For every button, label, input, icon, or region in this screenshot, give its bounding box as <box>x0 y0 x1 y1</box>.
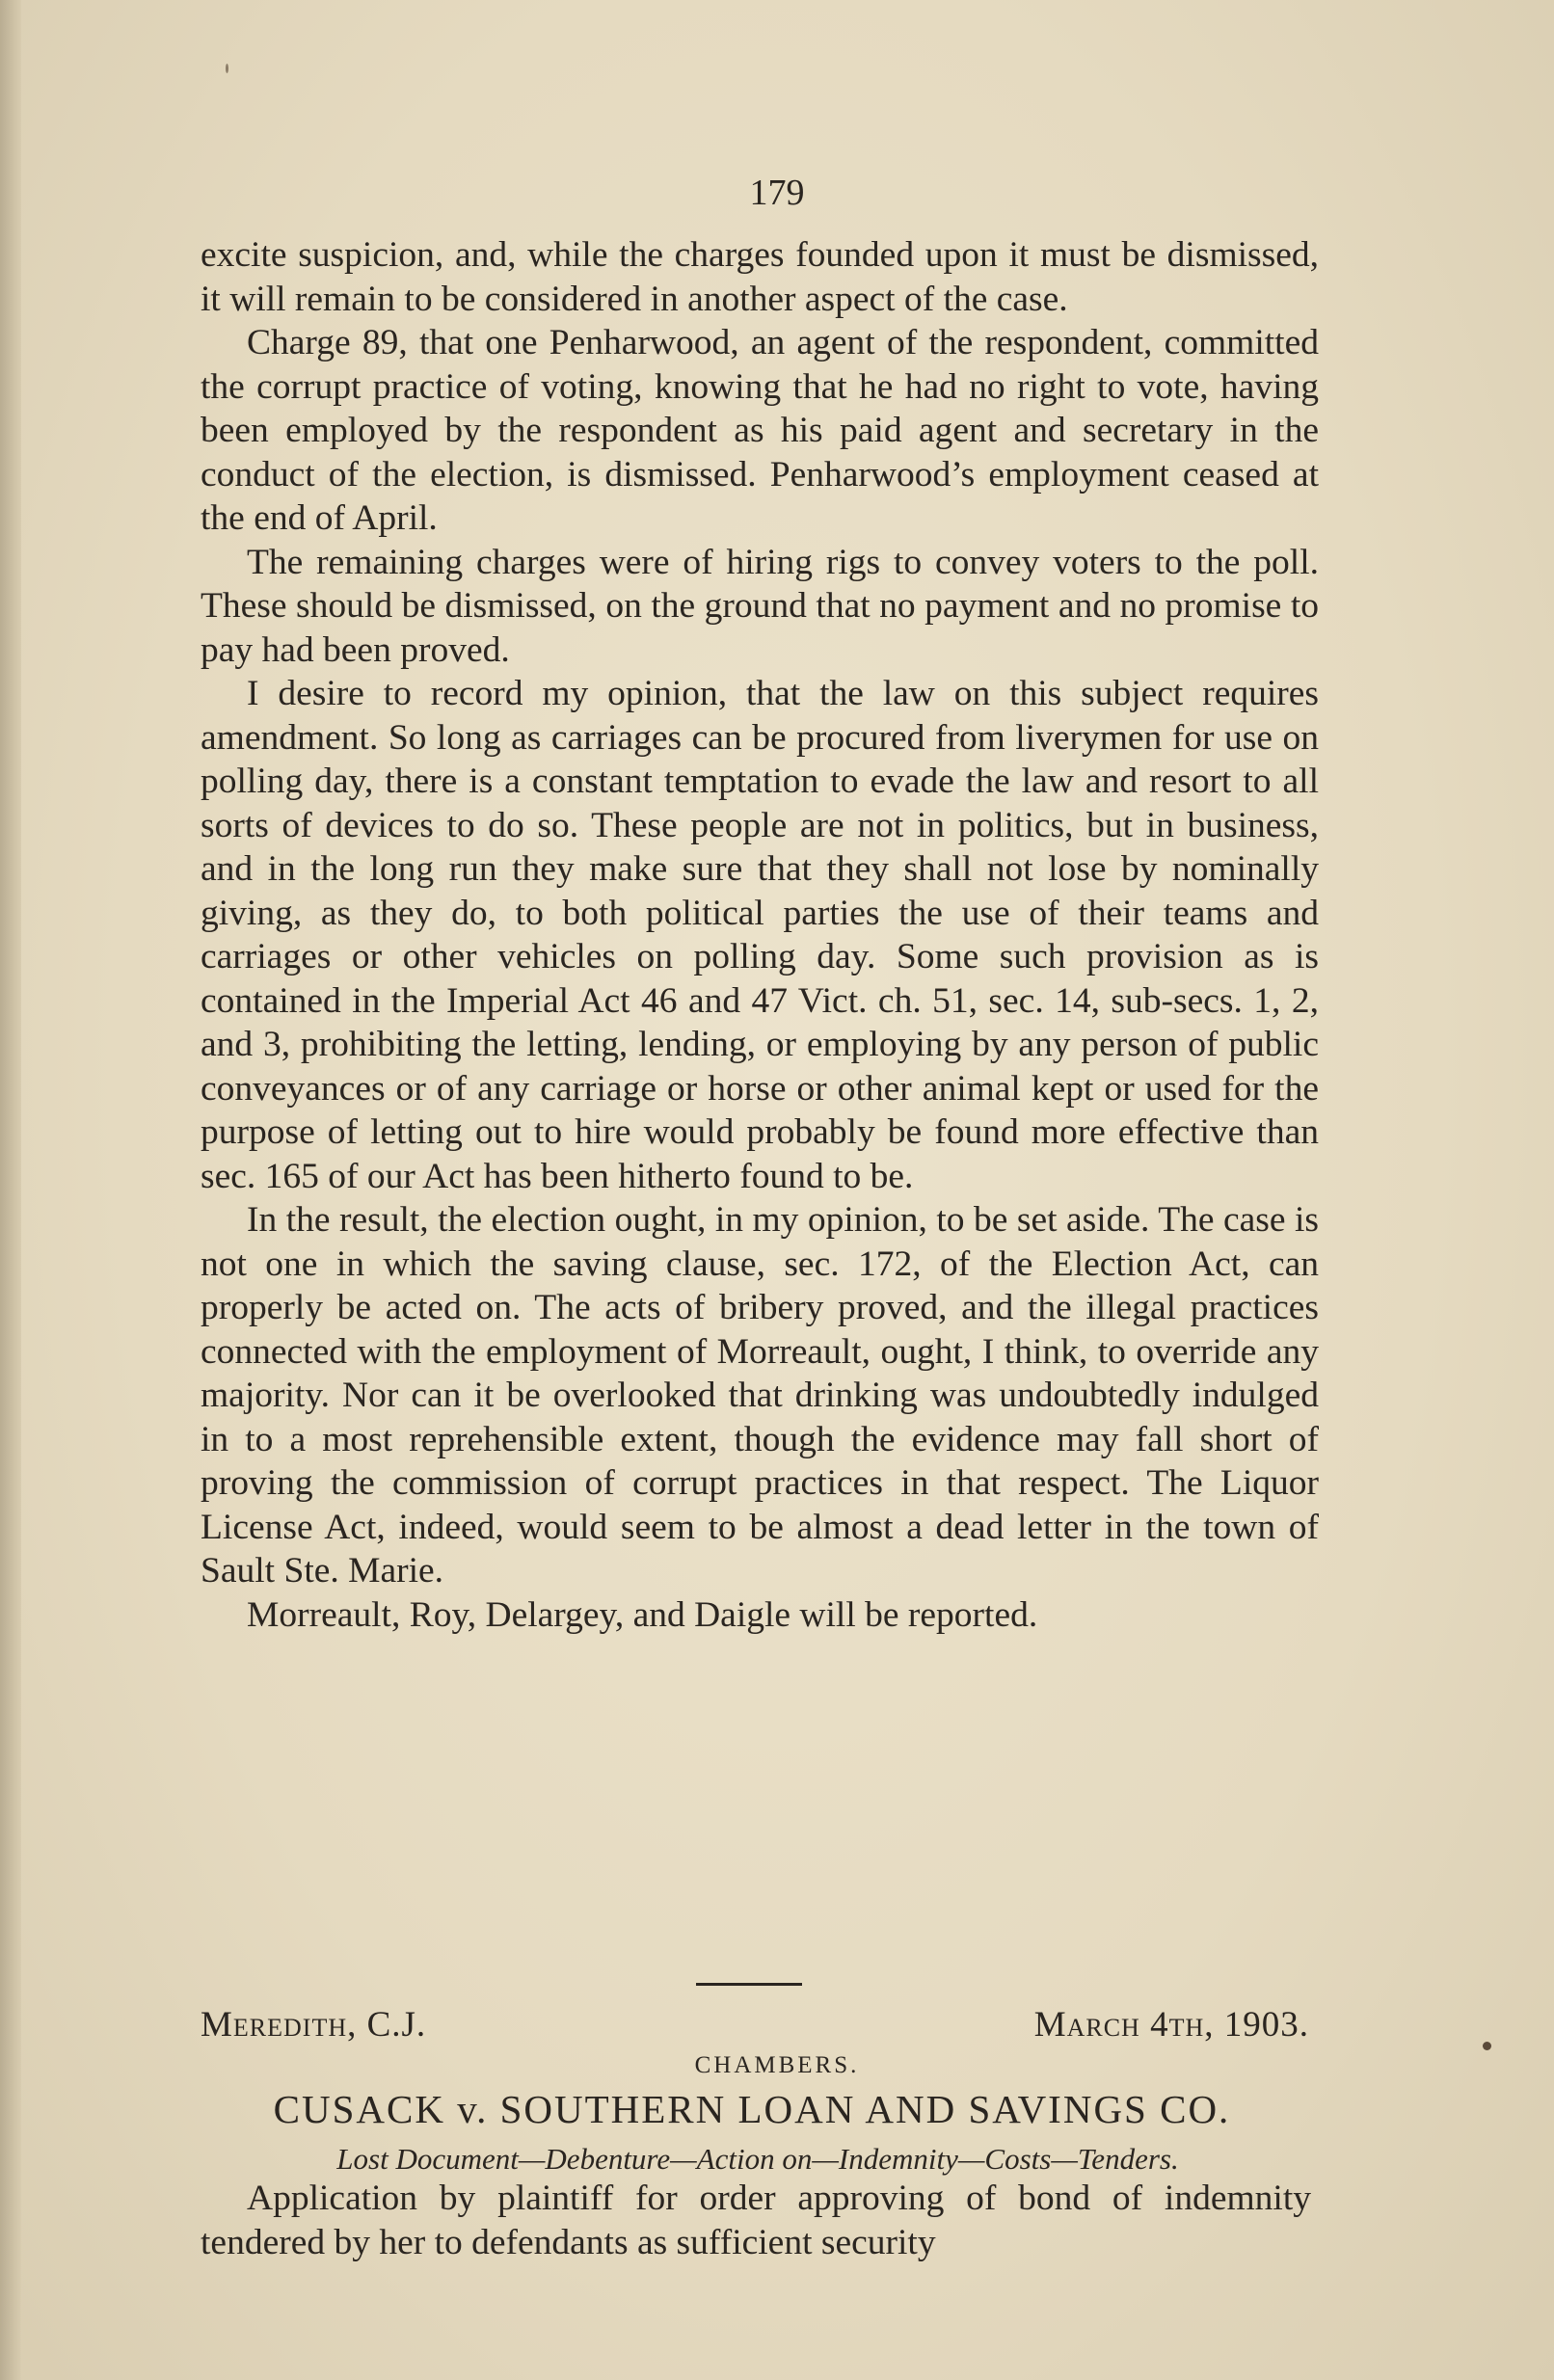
paragraph-law-amendment: I desire to record my opinion, that the law on this subject requires amendment. So long as carriages can be procured from liverymen for use on polling day, there is a constant temptation to evade the law and resort to all sorts of devices to do so. These people are not in politics, but in business, and in the long run they make sure that they shall not lose by nominally giving, as they do, to both political parties the use of their teams and carriages or other vehicles on polling day. Some such provision as is contained in the Imperial Act 46 and 47 Vict. ch. 51, sec. 14, sub-secs. 1, 2, and 3, prohibiting the letting, lending, or employing by any person of public conveyances or of any carriage or horse or other animal kept or used for the purpose of letting out to hire would probably be found more effective than sec. 165 of our Act has been hitherto found to be. <box>201 674 1319 1196</box>
judgment-date: March 4th, 1903. <box>1033 2005 1309 2045</box>
page-gutter-shadow <box>0 0 21 2380</box>
judge-name: Meredith, C.J. <box>201 2005 427 2045</box>
paper-speck <box>1483 2042 1491 2050</box>
paragraph-reported: Morreault, Roy, Delargey, and Daigle will be reported. <box>247 1594 1038 1635</box>
judgment-body <box>201 233 1319 1637</box>
headnote: Lost Document—Debenture—Action on—Indemnity—Costs—Tenders. <box>336 2142 1179 2176</box>
page-number: 179 <box>749 173 805 213</box>
case-title: CUSACK v. SOUTHERN LOAN AND SAVINGS CO. <box>273 2087 1231 2131</box>
paragraph-result: In the result, the election ought, in my opinion, to be set aside. The case is not one in which the saving clause, sec. 172, of the Election Act, can properly be acted on. The acts of bribery proved, and the illegal practices connected with the employment of Morreault, ought, I think, to override any majority. Nor can it be overlooked that drinking was undoubtedly indulged in to a most reprehensible extent, though the evidence may fall short of proving the commission of corrupt practices in that respect. The Liquor License Act, indeed, would seem to be almost a dead letter in the town of Sault Ste. Marie. <box>201 1200 1319 1591</box>
chambers-label: CHAMBERS. <box>694 2052 860 2078</box>
paper-speck <box>226 64 228 73</box>
paragraph-application: Application by plaintiff for order approving of bond of indemnity tendered by her to defendants as sufficient security <box>201 2179 1311 2262</box>
paragraph-charge-89: Charge 89, that one Penharwood, an agent of the respondent, committed the corrupt practice of voting, knowing that he had no right to vote, having been employed by the respondent as his paid agent and secretary in the conduct of the election, is dismissed. Penharwood’s employment ceased at the end of April. <box>201 323 1319 538</box>
paragraph-continuation: excite suspicion, and, while the charges founded upon it must be dismissed, it will remain to be considered in another aspect of the case. <box>201 235 1319 319</box>
paragraph-remaining-charges: The remaining charges were of hiring rigs to convey voters to the poll. These should be dismissed, on the ground that no payment and no promise to pay had been proved. <box>201 542 1319 670</box>
next-case-body <box>201 2177 1311 2264</box>
section-divider <box>696 1983 802 1986</box>
